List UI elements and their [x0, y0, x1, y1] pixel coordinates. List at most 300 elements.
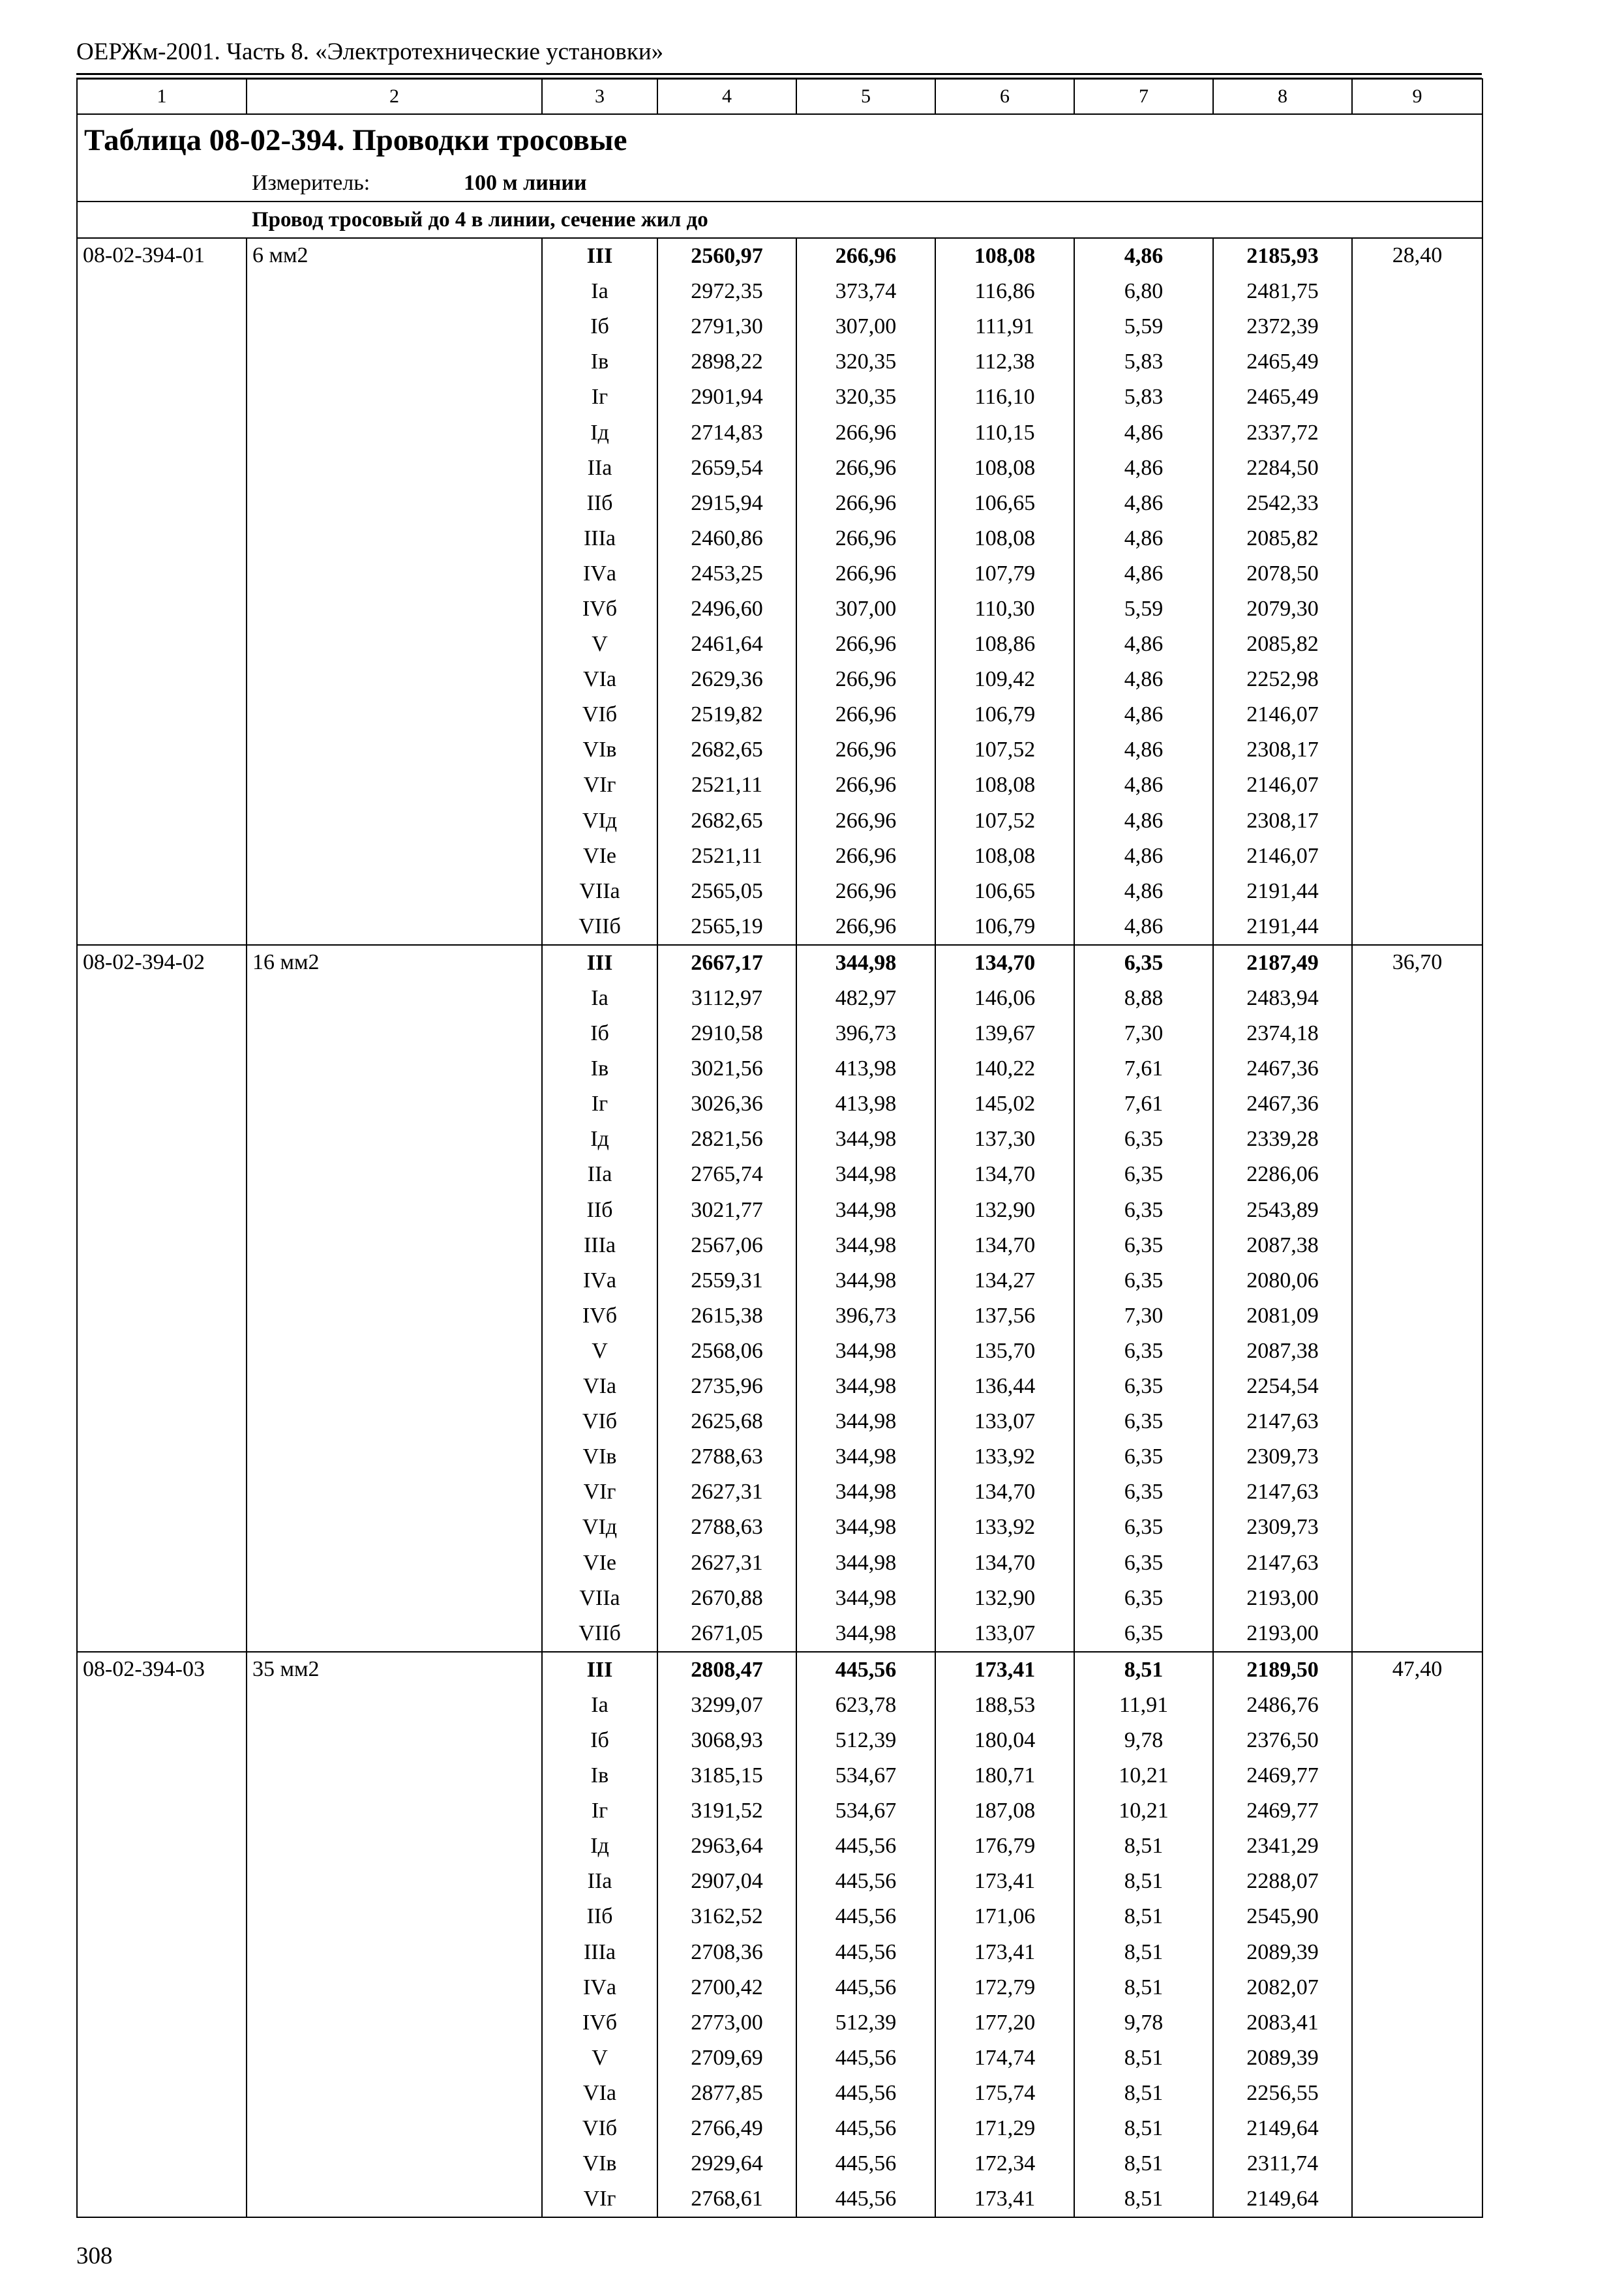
table-cell-wages: 344,98: [796, 1157, 935, 1192]
table-cell-region: Iа: [542, 274, 657, 309]
table-cell-materials: 2467,36: [1213, 1051, 1352, 1086]
table-cell-name: [247, 1157, 542, 1192]
table-cell-machines: 116,10: [935, 380, 1074, 415]
table-row: [77, 521, 1482, 556]
table-cell-total: 2735,96: [657, 1369, 796, 1404]
table-cell-region: Iб: [542, 1016, 657, 1051]
table-cell-labor: [1352, 1829, 1482, 1864]
table-row: [77, 732, 1482, 768]
table-cell-machines: 132,90: [935, 1581, 1074, 1616]
table-cell-machinist-wages: 4,86: [1074, 627, 1213, 662]
table-cell-code: [77, 556, 247, 591]
table-cell-total: 3068,93: [657, 1723, 796, 1758]
table-cell-machines: 108,08: [935, 521, 1074, 556]
table-cell-total: 2682,65: [657, 803, 796, 839]
table-cell-machines: 106,79: [935, 697, 1074, 732]
table-row: [77, 1864, 1482, 1899]
table-cell-wages: 344,98: [796, 1510, 935, 1545]
column-number: 8: [1213, 79, 1352, 114]
table-cell-labor: 47,40: [1352, 1652, 1482, 1688]
table-cell-region: VIд: [542, 1510, 657, 1545]
table-row: [77, 1474, 1482, 1510]
table-cell-total: 2898,22: [657, 344, 796, 380]
table-cell-labor: [1352, 274, 1482, 309]
table-cell-materials: 2339,28: [1213, 1122, 1352, 1157]
table-row: [77, 768, 1482, 803]
table-cell-machines: 109,42: [935, 662, 1074, 697]
table-cell-region: VIб: [542, 2111, 657, 2146]
table-cell-total: 2821,56: [657, 1122, 796, 1157]
table-cell-labor: [1352, 732, 1482, 768]
table-cell-labor: [1352, 1298, 1482, 1334]
table-row: [77, 486, 1482, 521]
table-cell-machinist-wages: 6,35: [1074, 1545, 1213, 1580]
table-row: [77, 1829, 1482, 1864]
table-cell-materials: 2146,07: [1213, 839, 1352, 874]
table-cell-machinist-wages: 6,35: [1074, 1157, 1213, 1192]
table-cell-code: [77, 1864, 247, 1899]
table-row: [77, 380, 1482, 415]
table-cell-machines: 173,41: [935, 1652, 1074, 1688]
table-row: [77, 274, 1482, 309]
table-cell-wages: 266,96: [796, 415, 935, 450]
table-cell-labor: [1352, 1581, 1482, 1616]
table-cell-code: [77, 309, 247, 344]
table-row: [77, 1758, 1482, 1793]
table-row: [77, 1051, 1482, 1086]
table-cell-code: [77, 732, 247, 768]
column-number-row: [77, 79, 1482, 114]
table-cell-labor: [1352, 627, 1482, 662]
table-cell-machinist-wages: 6,35: [1074, 1193, 1213, 1228]
table-cell-wages: 373,74: [796, 274, 935, 309]
table-cell-materials: 2543,89: [1213, 1193, 1352, 1228]
table-cell-machines: 107,79: [935, 556, 1074, 591]
table-cell-total: 2521,11: [657, 768, 796, 803]
table-cell-materials: 2146,07: [1213, 768, 1352, 803]
table-cell-total: 2521,11: [657, 839, 796, 874]
table-cell-region: IVа: [542, 1263, 657, 1298]
table-cell-total: 3162,52: [657, 1899, 796, 1934]
table-cell-name: [247, 839, 542, 874]
table-cell-region: IIб: [542, 1899, 657, 1934]
table-row: [77, 1935, 1482, 1970]
table-cell-materials: 2187,49: [1213, 945, 1352, 981]
table-row: [77, 591, 1482, 627]
table-cell-name: [247, 768, 542, 803]
table-cell-region: VIв: [542, 732, 657, 768]
table-cell-labor: [1352, 591, 1482, 627]
table-cell-machines: 134,70: [935, 1157, 1074, 1192]
table-cell-name: [247, 1829, 542, 1864]
table-cell-name: [247, 591, 542, 627]
table-cell-machinist-wages: 8,51: [1074, 2041, 1213, 2076]
table-cell-materials: 2467,36: [1213, 1086, 1352, 1122]
table-cell-machinist-wages: 5,83: [1074, 380, 1213, 415]
table-cell-region: VIе: [542, 1545, 657, 1580]
table-cell-region: IVб: [542, 1298, 657, 1334]
table-cell-materials: 2147,63: [1213, 1404, 1352, 1439]
page-header: ОЕРЖм-2001. Часть 8. «Электротехнические установки»: [76, 38, 664, 65]
table-cell-machinist-wages: 7,61: [1074, 1051, 1213, 1086]
table-cell-name: [247, 2005, 542, 2041]
table-cell-labor: [1352, 1263, 1482, 1298]
table-row: [77, 981, 1482, 1016]
table-cell-machinist-wages: 8,51: [1074, 1899, 1213, 1934]
table-cell-code: [77, 768, 247, 803]
table-cell-machines: 136,44: [935, 1369, 1074, 1404]
table-cell-labor: [1352, 1016, 1482, 1051]
table-row: [77, 839, 1482, 874]
table-cell-wages: 445,56: [796, 2076, 935, 2111]
table-cell-machinist-wages: 8,51: [1074, 1970, 1213, 2005]
table-cell-labor: [1352, 1157, 1482, 1192]
table-cell-code: [77, 874, 247, 909]
table-cell-code: [77, 274, 247, 309]
table-cell-machinist-wages: 10,21: [1074, 1793, 1213, 1829]
table-cell-materials: 2469,77: [1213, 1793, 1352, 1829]
table-cell-machines: 139,67: [935, 1016, 1074, 1051]
header-rule: [76, 73, 1482, 75]
table-cell-wages: 344,98: [796, 1439, 935, 1474]
table-cell-code: [77, 1581, 247, 1616]
table-cell-total: 2929,64: [657, 2146, 796, 2181]
table-cell-region: III: [542, 238, 657, 274]
table-cell-total: 2910,58: [657, 1016, 796, 1051]
table-cell-name: [247, 274, 542, 309]
table-cell-name: [247, 697, 542, 732]
table-cell-wages: 512,39: [796, 2005, 935, 2041]
table-cell-region: V: [542, 627, 657, 662]
table-cell-region: IVа: [542, 1970, 657, 2005]
table-cell-labor: [1352, 309, 1482, 344]
table-cell-materials: 2149,64: [1213, 2111, 1352, 2146]
table-cell-total: 2907,04: [657, 1864, 796, 1899]
table-cell-wages: 445,56: [796, 2111, 935, 2146]
table-cell-machines: 187,08: [935, 1793, 1074, 1829]
table-cell-total: 2667,17: [657, 945, 796, 981]
table-cell-total: 2788,63: [657, 1510, 796, 1545]
table-row: [77, 1298, 1482, 1334]
table-cell-labor: [1352, 909, 1482, 945]
table-cell-labor: [1352, 2181, 1482, 2217]
table-cell-machinist-wages: 6,35: [1074, 945, 1213, 981]
table-cell-machinist-wages: 8,51: [1074, 1652, 1213, 1688]
table-cell-labor: [1352, 2146, 1482, 2181]
table-cell-wages: 344,98: [796, 1334, 935, 1369]
table-cell-total: 3185,15: [657, 1758, 796, 1793]
table-cell-machines: 171,06: [935, 1899, 1074, 1934]
table-cell-region: Iг: [542, 380, 657, 415]
table-cell-total: 3191,52: [657, 1793, 796, 1829]
table-cell-labor: [1352, 1439, 1482, 1474]
table-cell-materials: 2146,07: [1213, 697, 1352, 732]
table-cell-machines: 172,34: [935, 2146, 1074, 2181]
table-cell-wages: 396,73: [796, 1016, 935, 1051]
column-number: 5: [796, 79, 935, 114]
table-cell-machines: 173,41: [935, 1935, 1074, 1970]
table-cell-region: VIа: [542, 2076, 657, 2111]
table-cell-labor: [1352, 344, 1482, 380]
table-cell-machines: 134,70: [935, 1545, 1074, 1580]
table-cell-labor: [1352, 521, 1482, 556]
table-cell-materials: 2341,29: [1213, 1829, 1352, 1864]
table-cell-region: VIб: [542, 697, 657, 732]
table-cell-region: IVа: [542, 556, 657, 591]
table-cell-region: Iд: [542, 1122, 657, 1157]
table-cell-total: 2768,61: [657, 2181, 796, 2217]
table-cell-code: [77, 1263, 247, 1298]
table-cell-region: IIа: [542, 451, 657, 486]
table-cell-machinist-wages: 6,35: [1074, 1369, 1213, 1404]
table-cell-materials: 2256,55: [1213, 2076, 1352, 2111]
table-cell-materials: 2189,50: [1213, 1652, 1352, 1688]
table-cell-name: [247, 627, 542, 662]
table-cell-region: IIб: [542, 1193, 657, 1228]
table-cell-labor: [1352, 451, 1482, 486]
table-cell-labor: [1352, 415, 1482, 450]
table-cell-machinist-wages: 4,86: [1074, 697, 1213, 732]
table-cell-wages: 266,96: [796, 662, 935, 697]
table-cell-machinist-wages: 6,35: [1074, 1263, 1213, 1298]
table-cell-labor: [1352, 1228, 1482, 1263]
table-cell-name: [247, 1369, 542, 1404]
table-cell-total: 2700,42: [657, 1970, 796, 2005]
table-cell-total: 2682,65: [657, 732, 796, 768]
table-row: [77, 2146, 1482, 2181]
table-cell-wages: 344,98: [796, 1228, 935, 1263]
table-cell-code: [77, 1016, 247, 1051]
table-cell-code: [77, 1228, 247, 1263]
table-cell-total: 3021,56: [657, 1051, 796, 1086]
table-cell-wages: 266,96: [796, 627, 935, 662]
table-row: [77, 309, 1482, 344]
table-cell-materials: 2089,39: [1213, 2041, 1352, 2076]
table-cell-name: [247, 415, 542, 450]
table-cell-machinist-wages: 8,51: [1074, 1864, 1213, 1899]
table-cell-name: [247, 2181, 542, 2217]
table-cell-machinist-wages: 6,35: [1074, 1334, 1213, 1369]
table-cell-machinist-wages: 4,86: [1074, 556, 1213, 591]
table-cell-region: VIв: [542, 1439, 657, 1474]
table-cell-machines: 135,70: [935, 1334, 1074, 1369]
table-cell-region: VIа: [542, 1369, 657, 1404]
table-cell-materials: 2193,00: [1213, 1616, 1352, 1652]
table-cell-code: [77, 803, 247, 839]
table-cell-code: [77, 1122, 247, 1157]
column-number: 7: [1074, 79, 1213, 114]
table-cell-materials: 2542,33: [1213, 486, 1352, 521]
table-cell-machines: 110,15: [935, 415, 1074, 450]
table-cell-labor: [1352, 1864, 1482, 1899]
table-cell-total: 2714,83: [657, 415, 796, 450]
table-cell-name: [247, 981, 542, 1016]
table-cell-labor: [1352, 1369, 1482, 1404]
table-cell-name: [247, 521, 542, 556]
table-cell-name: [247, 1758, 542, 1793]
table-cell-machines: 145,02: [935, 1086, 1074, 1122]
table-cell-wages: 307,00: [796, 591, 935, 627]
table-cell-region: VIIб: [542, 909, 657, 945]
table-cell-code: [77, 1298, 247, 1334]
table-cell-machinist-wages: 4,86: [1074, 521, 1213, 556]
table-cell-machinist-wages: 6,35: [1074, 1510, 1213, 1545]
table-cell-materials: 2465,49: [1213, 344, 1352, 380]
table-cell-labor: [1352, 981, 1482, 1016]
table-cell-wages: 445,56: [796, 1899, 935, 1934]
table-cell-code: 08-02-394-03: [77, 1652, 247, 1688]
table-row: [77, 451, 1482, 486]
table-cell-name: [247, 1899, 542, 1934]
subtitle-row: [77, 202, 1482, 238]
column-number: 9: [1352, 79, 1482, 114]
table-cell-code: [77, 380, 247, 415]
table-cell-machines: 106,65: [935, 874, 1074, 909]
table-cell-total: 2773,00: [657, 2005, 796, 2041]
table-cell-total: 2625,68: [657, 1404, 796, 1439]
table-cell-name: [247, 451, 542, 486]
table-cell-labor: [1352, 1510, 1482, 1545]
table-cell-code: [77, 2041, 247, 2076]
table-cell-code: [77, 451, 247, 486]
table-cell-machinist-wages: 7,61: [1074, 1086, 1213, 1122]
table-cell-labor: [1352, 1758, 1482, 1793]
table-cell-materials: 2286,06: [1213, 1157, 1352, 1192]
table-cell-code: [77, 1723, 247, 1758]
table-cell-materials: 2191,44: [1213, 909, 1352, 945]
table-row: [77, 1793, 1482, 1829]
table-cell-labor: [1352, 1051, 1482, 1086]
table-cell-name: [247, 380, 542, 415]
table-cell-name: [247, 556, 542, 591]
table-cell-region: Iа: [542, 1688, 657, 1723]
table-cell-machines: 108,08: [935, 238, 1074, 274]
table-cell-code: [77, 1829, 247, 1864]
table-cell-total: 2901,94: [657, 380, 796, 415]
table-cell-machinist-wages: 6,35: [1074, 1474, 1213, 1510]
table-cell-code: [77, 2181, 247, 2217]
table-cell-region: V: [542, 2041, 657, 2076]
table-cell-name: [247, 309, 542, 344]
table-row: [77, 2005, 1482, 2041]
table-row: [77, 1688, 1482, 1723]
table-cell-name: [247, 1439, 542, 1474]
table-cell-total: 2629,36: [657, 662, 796, 697]
table-cell-wages: 445,56: [796, 1935, 935, 1970]
table-cell-total: 2877,85: [657, 2076, 796, 2111]
table-cell-total: 2560,97: [657, 238, 796, 274]
table-cell-wages: 320,35: [796, 344, 935, 380]
table-cell-machines: 111,91: [935, 309, 1074, 344]
table-cell-code: [77, 662, 247, 697]
table-cell-region: VIе: [542, 839, 657, 874]
table-cell-code: [77, 591, 247, 627]
table-cell-total: 2659,54: [657, 451, 796, 486]
table-cell-machinist-wages: 9,78: [1074, 2005, 1213, 2041]
table-cell-wages: 445,56: [796, 1652, 935, 1688]
table-cell-labor: [1352, 380, 1482, 415]
table-cell-labor: [1352, 1793, 1482, 1829]
table-cell-code: [77, 1157, 247, 1192]
table-row: [77, 1970, 1482, 2005]
table-cell-code: [77, 2146, 247, 2181]
table-cell-region: VIг: [542, 768, 657, 803]
table-cell-name: [247, 1545, 542, 1580]
table-cell-wages: 396,73: [796, 1298, 935, 1334]
table-cell-code: [77, 627, 247, 662]
table-cell-materials: 2374,18: [1213, 1016, 1352, 1051]
table-cell-total: 2519,82: [657, 697, 796, 732]
table-cell-name: [247, 1935, 542, 1970]
table-cell-code: [77, 1474, 247, 1510]
table-cell-machines: 188,53: [935, 1688, 1074, 1723]
table-cell-wages: 266,96: [796, 839, 935, 874]
table-cell-region: Iа: [542, 981, 657, 1016]
table-cell-machines: 134,70: [935, 945, 1074, 981]
table-cell-region: IIIа: [542, 1935, 657, 1970]
table-cell-region: III: [542, 1652, 657, 1688]
table-cell-total: 2565,19: [657, 909, 796, 945]
table-cell-code: [77, 1510, 247, 1545]
table-row: [77, 1334, 1482, 1369]
table-cell-machines: 180,71: [935, 1758, 1074, 1793]
table-cell-labor: [1352, 662, 1482, 697]
table-cell-name: [247, 2111, 542, 2146]
table-cell-code: [77, 2076, 247, 2111]
table-cell-machines: 172,79: [935, 1970, 1074, 2005]
table-cell-labor: [1352, 1334, 1482, 1369]
table-cell-labor: 36,70: [1352, 945, 1482, 981]
table-cell-materials: 2147,63: [1213, 1545, 1352, 1580]
table-cell-name: [247, 1864, 542, 1899]
table-cell-region: IIIа: [542, 1228, 657, 1263]
table-cell-region: Iб: [542, 1723, 657, 1758]
table-cell-machinist-wages: 4,86: [1074, 662, 1213, 697]
table-cell-machines: 107,52: [935, 803, 1074, 839]
table-row: [77, 1439, 1482, 1474]
table-cell-total: 2453,25: [657, 556, 796, 591]
table-cell-name: [247, 1793, 542, 1829]
table-cell-region: IVб: [542, 2005, 657, 2041]
table-cell-machines: 173,41: [935, 2181, 1074, 2217]
table-cell-wages: 413,98: [796, 1051, 935, 1086]
table-cell-machinist-wages: 4,86: [1074, 803, 1213, 839]
table-cell-code: [77, 1688, 247, 1723]
table-cell-name: 6 мм2: [247, 238, 542, 274]
table-cell-total: 2567,06: [657, 1228, 796, 1263]
table-cell-name: [247, 1616, 542, 1652]
table-cell-machines: 112,38: [935, 344, 1074, 380]
table-cell-machines: 134,27: [935, 1263, 1074, 1298]
table-cell-machines: 133,07: [935, 1616, 1074, 1652]
table-cell-code: [77, 1334, 247, 1369]
table-cell-labor: [1352, 2111, 1482, 2146]
meter-label: Измеритель:: [252, 171, 370, 195]
column-number: 1: [77, 79, 247, 114]
column-number: 3: [542, 79, 657, 114]
table-cell-wages: 482,97: [796, 981, 935, 1016]
table-cell-machines: 108,08: [935, 768, 1074, 803]
table-cell-total: 2568,06: [657, 1334, 796, 1369]
table-cell-code: [77, 1793, 247, 1829]
table-cell-name: [247, 1334, 542, 1369]
table-cell-region: Iд: [542, 415, 657, 450]
table-cell-wages: 344,98: [796, 1616, 935, 1652]
table-cell-code: [77, 1193, 247, 1228]
table-cell-name: [247, 2076, 542, 2111]
table-cell-code: [77, 839, 247, 874]
table-cell-total: 2708,36: [657, 1935, 796, 1970]
